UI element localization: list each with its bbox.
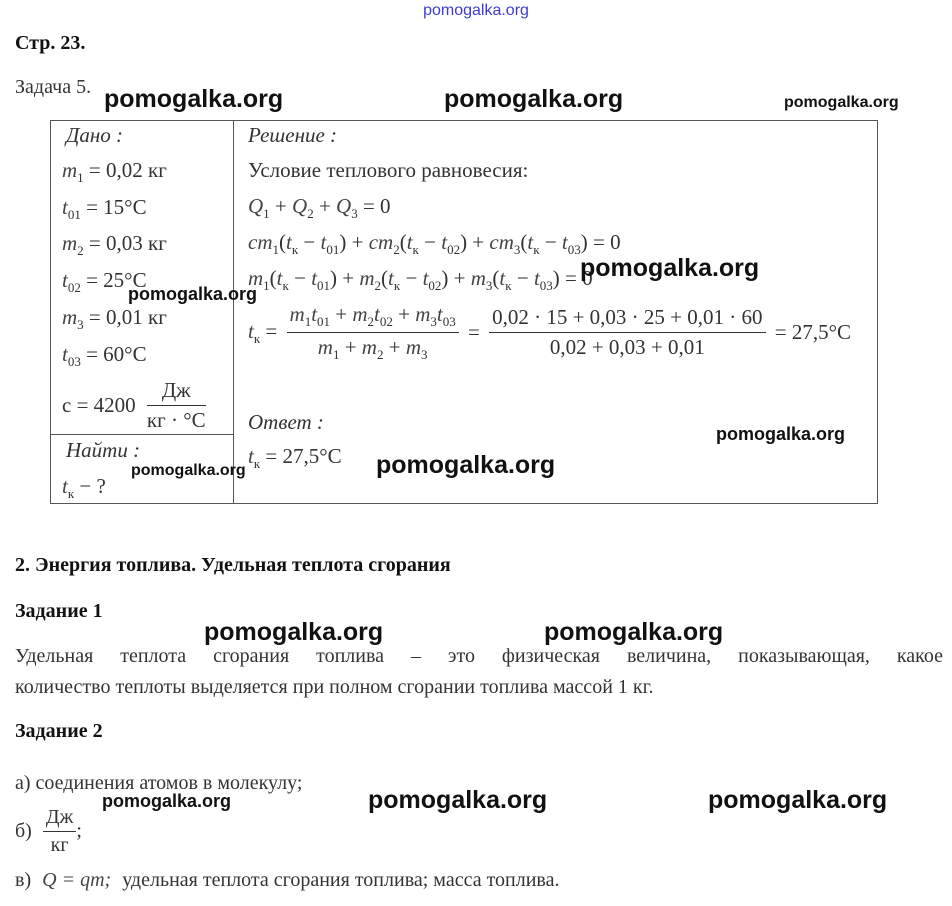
given-c-lhs: c = 4200 bbox=[62, 393, 136, 417]
equation-heat-simplified: $m_1(t_к - t_{01}) + m_2(t_к - t_{02}) + m_3(t_к - t_{03}) = 0$ bbox=[248, 266, 593, 294]
equation-heat-expanded: $cm_1(t_к - t_{01}) + cm_2(t_к - t_{02}) + cm_3(t_к - t_{03}) = 0$ bbox=[248, 230, 621, 258]
task1-text-line1: Удельная теплота сгорания топлива – это физическая величина, показывающая, какое bbox=[15, 645, 943, 667]
formula-fraction: $\frac{m_1t_{01} + m_2t_{02} + m_3t_{03}}{m_1 + m_2 + m_3}$ bbox=[287, 302, 459, 363]
given-m2: $m_2 = 0,03$ кг bbox=[62, 231, 167, 259]
task2-item-a: а) соединения атомов в молекулу; bbox=[15, 772, 303, 794]
find-value: $t_к$ − ? bbox=[62, 474, 106, 502]
task1-text-line2: количество теплоты выделяется при полном сгорании топлива массой 1 кг. bbox=[15, 676, 654, 698]
task2-b-unit bbox=[43, 806, 76, 857]
find-heading: Найти : bbox=[66, 438, 141, 462]
numeric-fraction-num: 0,02 · 15 + 0,03 · 25 + 0,01 · 60 bbox=[489, 305, 765, 333]
watermark-12[interactable]: pomogalka.org bbox=[368, 786, 548, 814]
task2-b-prefix: б) bbox=[15, 820, 32, 842]
answer-value: $t_к = 27,5^\circ C$ bbox=[248, 444, 342, 472]
watermark-6[interactable]: pomogalka.org bbox=[716, 424, 846, 444]
equation-heat-sum: $Q_1 + Q_2 + Q_3 = 0$ bbox=[248, 194, 391, 222]
watermark-10[interactable]: pomogalka.org bbox=[544, 618, 724, 646]
given-specific-heat bbox=[62, 378, 206, 433]
task2-b-unit-den: кг bbox=[50, 834, 69, 856]
watermark-3[interactable]: pomogalka.org bbox=[784, 94, 899, 111]
top-site-watermark[interactable]: pomogalka.org bbox=[423, 2, 529, 19]
watermark-13[interactable]: pomogalka.org bbox=[708, 786, 888, 814]
given-c-unit-den: кг · °C bbox=[146, 408, 206, 432]
solution-heading: Решение : bbox=[248, 123, 338, 147]
watermark-4[interactable]: pomogalka.org bbox=[580, 254, 760, 282]
watermark-1[interactable]: pomogalka.org bbox=[104, 85, 284, 113]
final-result: = 27,5°C bbox=[774, 320, 852, 345]
table-divider-vertical bbox=[233, 120, 234, 504]
task2-item-c: в) Q = qm; удельная теплота сгорания топлива; масса топлива. bbox=[15, 869, 560, 891]
watermark-2[interactable]: pomogalka.org bbox=[444, 85, 624, 113]
section-title: 2. Энергия топлива. Удельная теплота сгорания bbox=[15, 554, 451, 576]
equilibrium-condition: Условие теплового равновесия: bbox=[248, 158, 529, 182]
given-heading: Дано : bbox=[66, 123, 124, 147]
watermark-7[interactable]: pomogalka.org bbox=[376, 451, 556, 479]
given-c-unit bbox=[147, 378, 206, 433]
numeric-fraction-den: 0,02 + 0,03 + 0,01 bbox=[549, 335, 705, 360]
given-t01: $t_{01} = 15^\circ C$ bbox=[62, 195, 147, 223]
task2-b-suffix: ; bbox=[76, 820, 82, 842]
watermark-5[interactable]: pomogalka.org bbox=[128, 284, 258, 304]
task2-c-prefix: в) bbox=[15, 869, 32, 891]
numeric-fraction bbox=[489, 305, 765, 360]
given-m1: $m_1 = 0,02$ кг bbox=[62, 158, 167, 186]
given-c-unit-num: Дж bbox=[147, 378, 206, 406]
given-t03: $t_{03} = 60^\circ C$ bbox=[62, 342, 147, 370]
answer-heading: Ответ : bbox=[248, 410, 324, 434]
given-m3: $m_3 = 0,01$ кг bbox=[62, 305, 167, 333]
task1-label: Задание 1 bbox=[15, 600, 103, 622]
watermark-11[interactable]: pomogalka.org bbox=[102, 791, 232, 811]
task2-item-b bbox=[15, 806, 82, 857]
page-reference: Стр. 23. bbox=[15, 32, 86, 54]
task2-c-text: удельная теплота сгорания топлива; масса топлива. bbox=[122, 869, 560, 891]
watermark-8[interactable]: pomogalka.org bbox=[131, 462, 246, 479]
watermark-9[interactable]: pomogalka.org bbox=[204, 618, 384, 646]
table-divider-horizontal bbox=[50, 434, 234, 435]
task2-label: Задание 2 bbox=[15, 720, 103, 742]
task-label: Задача 5. bbox=[15, 76, 92, 98]
given-t02: $t_{02} = 25^\circ C$ bbox=[62, 268, 147, 296]
equation-final-temperature: $t_к$ = $\frac{m_1t_{01} + m_2t_{02} + m_3t_{03}}{m_1 + m_2 + m_3}$ = $\frac{0,02 \cdot 15 + 0,03 \cdot 25 + 0,01 \cdot 60}{0,02 + 0,03 + 0,01}$ = 27,5°C bbox=[248, 302, 852, 363]
task2-b-unit-num: Дж bbox=[43, 806, 76, 832]
